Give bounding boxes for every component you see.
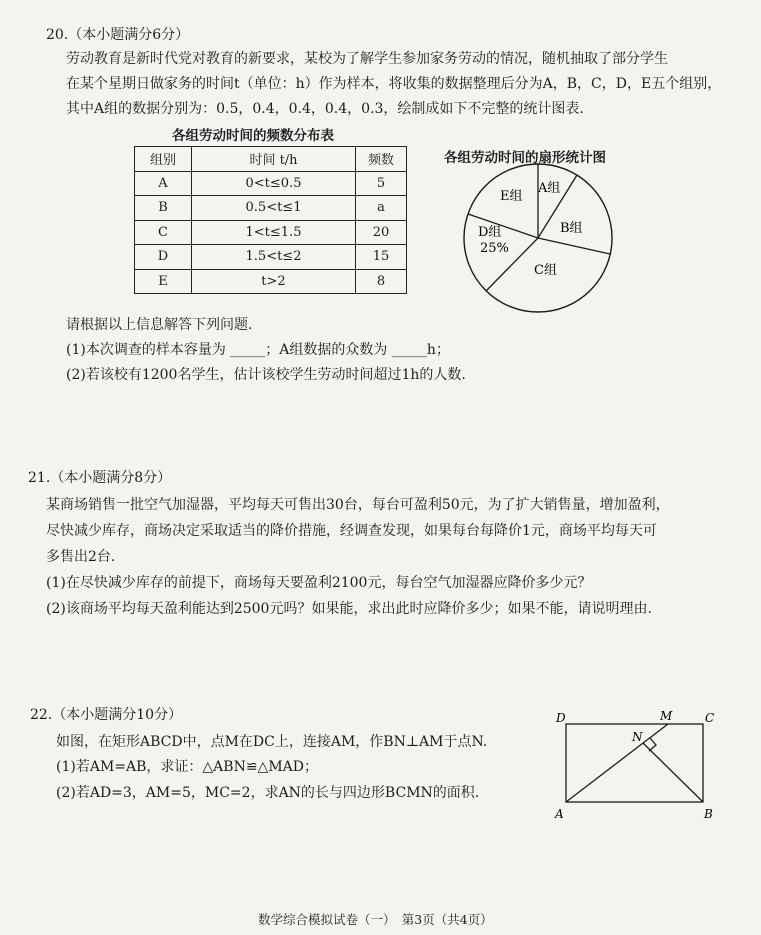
pie-label-a: A组 [538,181,561,196]
table-row [135,220,407,245]
pie-chart-caption: 各组劳动时间的扇形统计图 [444,150,606,166]
q21-text-line-2: 尽快减少库存，商场决定采取适当的降价措施，经调查发现，如果每台每降价1元，商场平均每天可 [46,523,657,539]
table-cell: 8 [356,269,407,294]
frequency-table-caption: 各组劳动时间的频数分布表 [172,128,334,144]
table-row [135,196,407,221]
table-row [135,269,407,294]
q20-text-line-2: 在某个星期日做家务的时间t（单位：h）作为样本，将收集的数据整理后分为A，B，C，D，E五个组别， [66,76,722,92]
table-cell: C [135,220,192,245]
table-cell: t>2 [192,269,356,294]
q20-text-line-1: 劳动教育是新时代党对教育的新要求，某校为了解学生参加家务劳动的情况，随机抽取了部分学生 [66,51,668,67]
q20-text-line-3: 其中A组的数据分别为：0.5，0.4，0.4，0.4，0.3，绘制成如下不完整的统计图表. [66,101,584,117]
table-row [135,171,407,196]
table-header-cell: 组别 [135,147,192,172]
q21-text-line-1: 某商场销售一批空气加湿器，平均每天可售出30台，每台可盈利50元，为了扩大销售量，增加盈利， [46,497,670,513]
table-header-cell: 频数 [356,147,407,172]
label-d: D [556,711,566,725]
page-footer: 数学综合模拟试卷（一） 第3页（共4页） [258,912,493,927]
q22-text-line-1: 如图，在矩形ABCD中，点M在DC上，连接AM，作BN⊥AM于点N. [56,734,488,750]
table-cell: D [135,245,192,270]
table-header-row [135,147,407,172]
pie-label-d: D组 [478,225,502,240]
rectangle-figure [550,708,740,823]
label-a: A [555,807,564,821]
q21-subquestion-2: (2)该商场平均每天盈利能达到2500元吗？如果能，求出此时应降价多少；如果不能，请说明理由. [46,601,652,617]
q20-prompt: 请根据以上信息解答下列问题. [66,317,253,333]
pie-label-b: B组 [560,221,583,236]
table-cell: a [356,196,407,221]
pie-chart [438,160,638,320]
table-row [135,245,407,270]
q22-subquestion-2: (2)若AD=3，AM=5，MC=2，求AN的长与四边形BCMN的面积. [56,785,480,801]
table-cell: 5 [356,171,407,196]
q20-heading: 20.（本小题满分6分） [46,27,190,43]
table-cell: E [135,269,192,294]
table-cell: B [135,196,192,221]
q20-subquestion-1: (1)本次调查的样本容量为 _____；A组数据的众数为 _____h； [66,342,450,358]
table-cell: 1<t≤1.5 [192,220,356,245]
table-cell: 1.5<t≤2 [192,245,356,270]
pie-label-c: C组 [534,263,557,278]
table-cell: A [135,171,192,196]
label-m: M [660,709,673,723]
label-b: B [704,807,713,821]
pie-label-e: E组 [500,189,523,204]
table-cell: 0.5<t≤1 [192,196,356,221]
frequency-table [134,146,407,294]
table-cell: 20 [356,220,407,245]
q22-heading: 22.（本小题满分10分） [30,707,183,723]
label-c: C [705,711,715,725]
q22-subquestion-1: (1)若AM=AB，求证：△ABN≌△MAD； [56,759,318,775]
segment-am [566,724,668,802]
table-cell: 0<t≤0.5 [192,171,356,196]
label-n: N [632,730,643,744]
q21-heading: 21.（本小题满分8分） [28,470,172,486]
segment-bn [643,743,703,802]
table-header-cell: 时间 t/h [192,147,356,172]
table-cell: 15 [356,245,407,270]
pie-label-d-percent: 25% [480,241,509,256]
q21-subquestion-1: (1)在尽快减少库存的前提下，商场每天要盈利2100元，每台空气加湿器应降价多少元？ [46,575,592,591]
q20-subquestion-2: (2)若该校有1200名学生，估计该校学生劳动时间超过1h的人数. [66,367,466,383]
pie-divider-b-c [538,238,610,254]
q21-text-line-3: 多售出2台. [46,549,116,565]
